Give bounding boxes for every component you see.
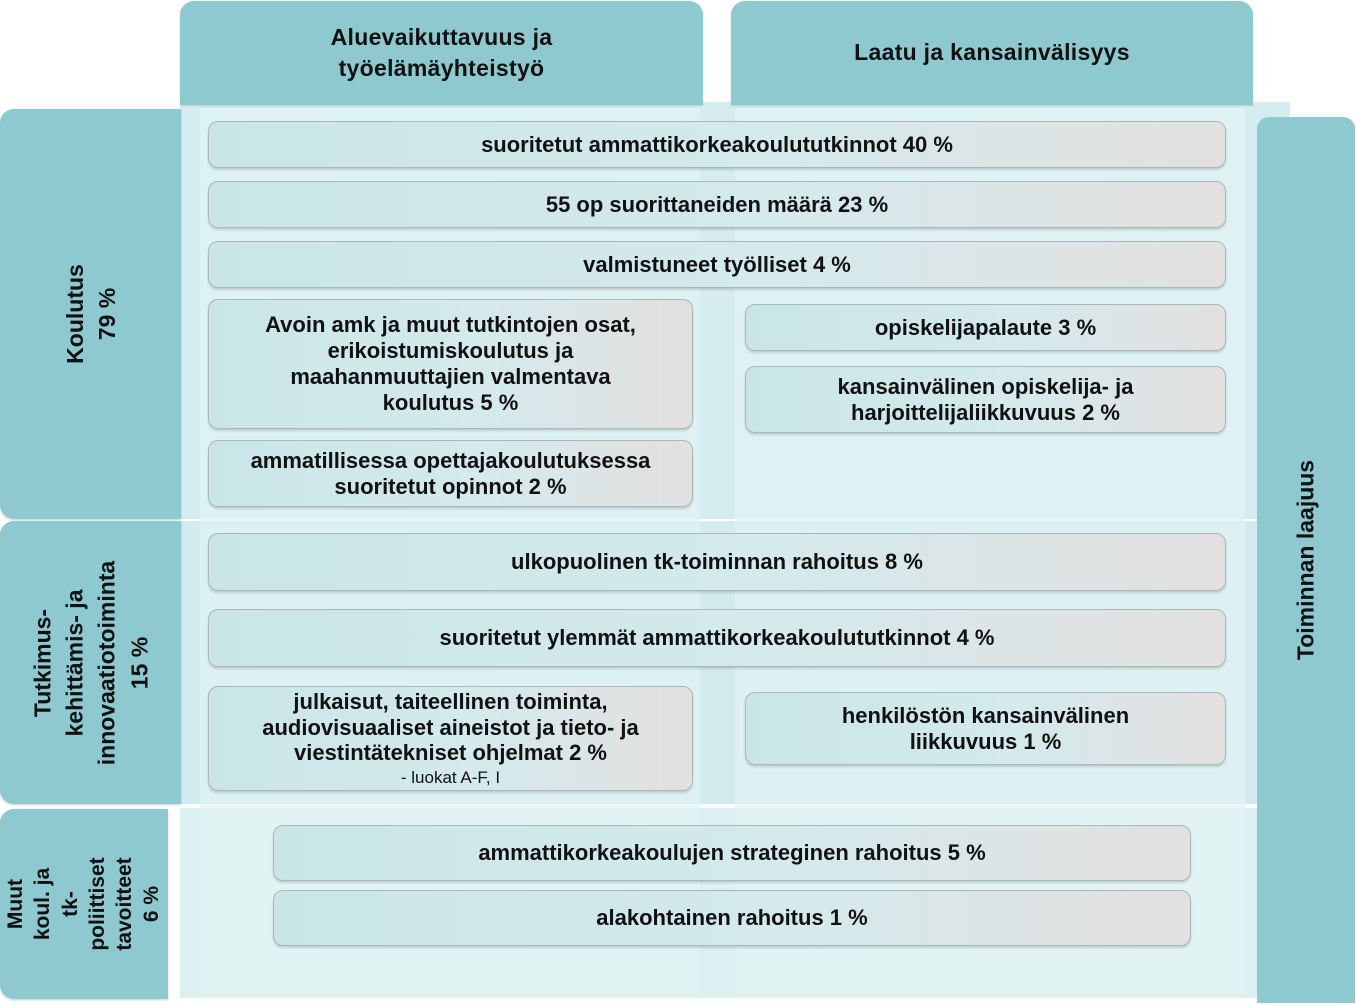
column-header-laatu-label: Laatu ja kansainvälisyys (854, 39, 1130, 66)
box-op55-text: 55 op suorittaneiden määrä 23 % (545, 191, 889, 217)
column-header-aluevaikuttavuus (180, 1, 703, 105)
box-alakohtainen-text: alakohtainen rahoitus 1 % (596, 905, 868, 931)
box-avoin (208, 299, 693, 429)
box-henkilosto-text: henkilöstön kansainvälinen liikkuvuus 1 % (841, 702, 1130, 754)
box-julkaisut-text: julkaisut, taiteellinen toiminta, audiovisuaaliset aineistot ja tieto- ja viestintätekniset ohjelmat 2 % (262, 688, 639, 766)
toiminnan-laajuus-label: Toiminnan laajuus (1292, 459, 1319, 661)
column-header-laatu (731, 1, 1253, 105)
box-strateginen-text: ammattikorkeakoulujen strateginen rahoitus 5 % (478, 840, 986, 866)
section-koulutus (0, 109, 181, 519)
box-opettajakoulutus (208, 440, 693, 507)
box-julkaisut-note: - luokat A-F, I (400, 768, 501, 788)
section-koulutus-label: Koulutus 79 % (61, 264, 120, 364)
box-tutkinnot (208, 121, 1226, 168)
box-avoin-text: Avoin amk ja muut tutkintojen osat, erikoistumiskoulutus ja maahanmuuttajien valmentava koulutus 5 % (265, 312, 636, 415)
box-strateginen (273, 825, 1191, 881)
box-opiskelijapalaute (745, 304, 1226, 351)
box-tyolliset (208, 241, 1226, 288)
toiminnan-laajuus-bar (1257, 117, 1355, 1003)
section-tutkimus (0, 521, 181, 804)
section-tutkimus-label: Tutkimus- kehittämis- ja innovaatiotoiminta 15 % (29, 560, 152, 765)
box-opiskelijapalaute-text: opiskelijapalaute 3 % (874, 314, 1097, 340)
box-alakohtainen (273, 890, 1191, 946)
column-header-aluevaikuttavuus-label: Aluevaikuttavuus ja työelämäyhteistyö (330, 23, 553, 81)
box-henkilosto (745, 692, 1226, 765)
box-ylemmat-text: suoritetut ylemmät ammattikorkeakoulututkinnot 4 % (439, 625, 995, 651)
box-ylemmat (208, 609, 1226, 667)
box-opettajakoulutus-text: ammatillisessa opettajakoulutuksessa suoritetut opinnot 2 % (250, 447, 651, 499)
box-tyolliset-text: valmistuneet työlliset 4 % (583, 251, 851, 277)
section-muut (0, 809, 168, 999)
box-rahoitus-tk (208, 533, 1226, 591)
box-op55 (208, 181, 1226, 228)
box-liikkuvuus (745, 366, 1226, 433)
box-tutkinnot-text: suoritetut ammattikorkeakoulututkinnot 40 % (481, 131, 953, 157)
box-rahoitus-tk-text: ulkopuolinen tk-toiminnan rahoitus 8 % (511, 549, 923, 575)
box-liikkuvuus-text: kansainvälinen opiskelija- ja harjoittelijaliikkuvuus 2 % (837, 373, 1134, 425)
box-julkaisut (208, 686, 693, 791)
section-muut-label: Muut koul. ja tk-poliittiset tavoitteet 6 % (4, 857, 164, 951)
